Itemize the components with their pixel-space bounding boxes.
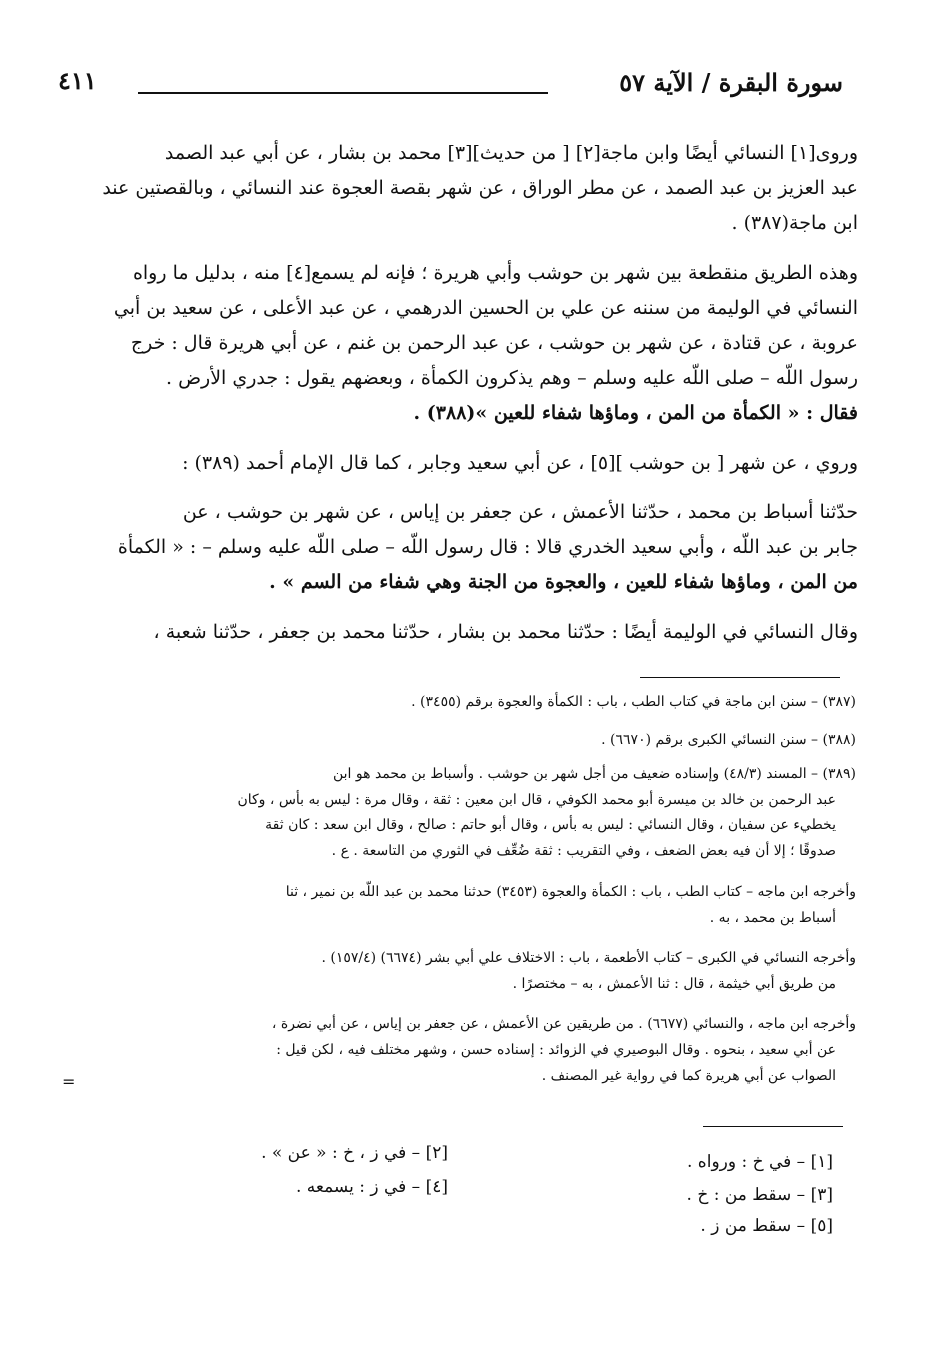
footnote-separator xyxy=(640,677,840,678)
footnote-line: أسباط بن محمد ، به . xyxy=(709,910,836,926)
footnote-line: من طريق أبي خيثمة ، قال : ثنا الأعمش ، به – مختصرًا . xyxy=(512,976,836,992)
footnote-line: (٣٨٨) – سنن النسائي الكبرى برقم (٦٦٧٠) . xyxy=(601,732,856,748)
editor-note: [٥] – سقط من ز . xyxy=(700,1216,833,1236)
body-line: وقال النسائي في الوليمة أيضًا : حدّثنا محمد بن بشار ، حدّثنا محمد بن جعفر ، حدّثنا شعبة ، xyxy=(153,621,858,643)
body-line-hadith: فقال : « الكمأة من المن ، وماؤها شفاء للعين »(٣٨٨) . xyxy=(413,402,858,424)
body-line: جابر بن عبد اللّه ، وأبي سعيد الخدري قالا : قال رسول اللّه – صلى اللّه عليه وسلم – : « الكمأة xyxy=(117,536,858,558)
footnote-line: يخطيء عن سفيان ، وقال النسائي : ليس به بأس ، وقال أبو حاتم : صالح ، وقال ابن سعد : كان ثقة xyxy=(265,817,836,833)
editor-note: [١] – في خ : ورواه . xyxy=(687,1152,833,1172)
body-line: النسائي في الوليمة من سننه عن علي بن الحسين الدرهمي ، عن عبد الأعلى ، عن سعيد بن أبي xyxy=(113,297,858,319)
body-line-hadith: من المن ، وماؤها شفاء للعين ، والعجوة من الجنة وهي شفاء من السم » . xyxy=(269,571,858,593)
editor-notes-separator xyxy=(703,1126,843,1127)
body-line: وهذه الطريق منقطعة بين شهر بن حوشب وأبي هريرة ؛ فإنه لم يسمع[٤] منه ، بدليل ما رواه xyxy=(132,262,858,284)
editor-note: [٢] – في ز ، خ : « عن » . xyxy=(261,1143,448,1163)
footnote-line: وأخرجه ابن ماجه ، والنسائي (٦٦٧٧) . من طريقين عن الأعمش ، عن جعفر بن إياس ، عن أبي نضرة ، xyxy=(271,1016,856,1032)
continuation-mark: = xyxy=(62,1072,76,1091)
body-line: ابن ماجة(٣٨٧) . xyxy=(731,212,858,234)
footnote-line: صدوقًا ؛ إلا أن فيه بعض الضعف ، وفي التقريب : ثقة ضُعِّف في الثوري من التاسعة . ع . xyxy=(331,843,836,859)
page-number: ٤١١ xyxy=(58,66,97,95)
page-header-title: سورة البقرة / الآية ٥٧ xyxy=(619,68,843,97)
body-line: رسول اللّه – صلى اللّه عليه وسلم – وهم يذكرون الكمأة ، وبعضهم يقول : جدري الأرض . xyxy=(166,367,858,389)
footnote-line: وأخرجه النسائي في الكبرى – كتاب الأطعمة ، باب : الاختلاف علي أبي بشر (٦٦٧٤) (١٥٧/٤) . xyxy=(321,950,856,966)
body-line: عبد العزيز بن عبد الصمد ، عن مطر الوراق ، عن شهر بقصة العجوة عند النسائي ، وبالقصتين عند xyxy=(102,177,858,199)
body-line: حدّثنا أسباط بن محمد ، حدّثنا الأعمش ، عن جعفر بن إياس ، عن شهر بن حوشب ، عن xyxy=(182,501,858,523)
footnote-line: الصواب عن أبي هريرة كما في رواية غير المصنف . xyxy=(541,1068,836,1084)
body-line: عروبة ، عن قتادة ، عن شهر بن حوشب ، عن عبد الرحمن بن غنم ، عن أبي هريرة قال : خرج xyxy=(130,332,858,354)
footnote-line: عبد الرحمن بن خالد بن ميسرة أبو محمد الكوفي ، قال ابن معين : ثقة ، وقال مرة : ليس به بأس ، وكان xyxy=(237,792,836,808)
header-rule xyxy=(138,92,548,94)
footnote-line: (٣٨٧) – سنن ابن ماجة في كتاب الطب ، باب : الكمأة والعجوة برقم (٣٤٥٥) . xyxy=(411,694,856,710)
footnote-line: عن أبي سعيد ، بنحوه . وقال البوصيري في الزوائد : إسناده حسن ، وشهر مختلف فيه ، لكن قيل : xyxy=(276,1042,836,1058)
body-line: وروي ، عن شهر [ بن حوشب ][٥] ، عن أبي سعيد وجابر ، كما قال الإمام أحمد (٣٨٩) : xyxy=(182,452,858,474)
body-line: وروى[١] النسائي أيضًا وابن ماجة[٢] [ من حديث][٣] محمد بن بشار ، عن أبي عبد الصمد xyxy=(164,142,858,164)
editor-note: [٣] – سقط من : خ . xyxy=(686,1185,833,1205)
footnote-line: (٣٨٩) – المسند (٤٨/٣) وإسناده ضعيف من أجل شهر بن حوشب . وأسباط بن محمد هو ابن xyxy=(332,766,856,782)
footnote-line: وأخرجه ابن ماجه – كتاب الطب ، باب : الكمأة والعجوة (٣٤٥٣) حدثنا محمد بن عبد اللّه بن نمير ، ثنا xyxy=(285,884,856,900)
editor-note: [٤] – في ز : يسمعه . xyxy=(295,1177,448,1197)
